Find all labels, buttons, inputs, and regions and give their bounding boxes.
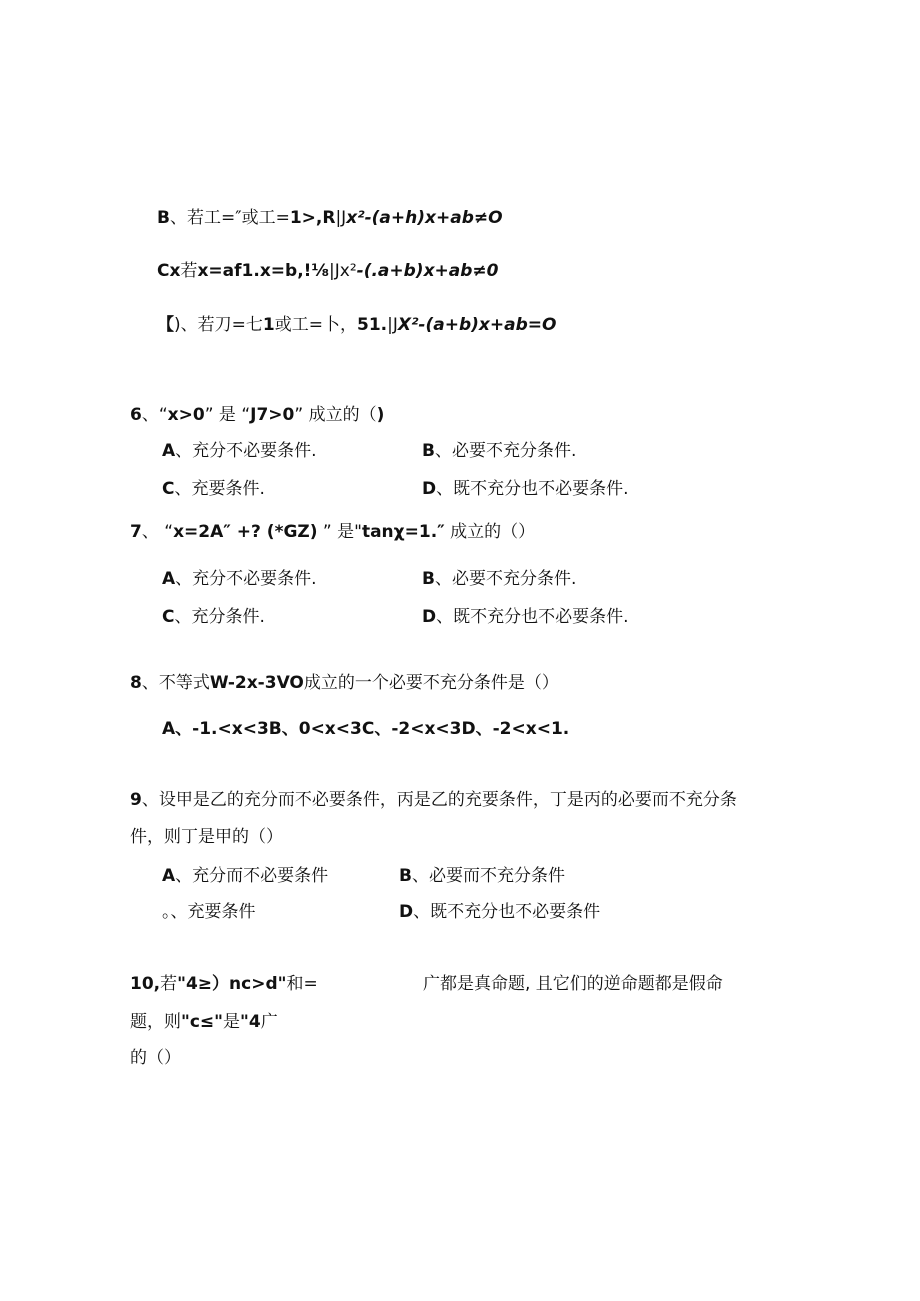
q8-answers: A、-1.<x<3B、0<x<3C、-2<x<3D、-2<x<1. — [162, 719, 570, 739]
q9-option-d-label: D — [399, 902, 414, 922]
question-9-line-1 — [130, 789, 737, 811]
option-c-bold: x=af1.x=b,!⅛ — [197, 261, 330, 281]
question-9-line-2: 件，则丁是甲的（） — [130, 827, 283, 847]
option-b-math: x²-(a+h)x+ab≠O — [346, 208, 503, 228]
question-10-line-1-left — [130, 973, 318, 995]
q6-option-c — [162, 478, 265, 500]
q6-bold-a: x>0 — [167, 405, 205, 425]
q6-bold-c: ) — [376, 405, 385, 425]
option-c-sep: |Jx² — [329, 261, 357, 281]
q6-option-a-label: A — [162, 441, 176, 461]
q9-option-d-text: 、既不充分也不必要条件 — [413, 902, 601, 922]
option-d-text: )、若刀=七 — [174, 315, 263, 335]
q7-option-d-label: D — [422, 607, 437, 627]
option-b-row — [157, 207, 503, 229]
option-d-row — [157, 314, 556, 336]
option-b-label: B — [157, 208, 170, 228]
q7-option-c-text: 、充分条件. — [174, 607, 265, 627]
q7-option-c — [162, 606, 265, 628]
q6-option-b-text: 、必要不充分条件. — [434, 441, 577, 461]
option-c-math: -(.a+b)x+ab≠0 — [356, 261, 499, 281]
q9-option-c-label: 。 — [162, 902, 171, 922]
q6-option-b-label: B — [422, 441, 435, 461]
q7-option-a — [162, 568, 317, 590]
q8-number: 8 — [130, 673, 142, 693]
option-d-bold2: 51. — [356, 315, 388, 335]
option-d-sep: |J — [387, 315, 398, 335]
q7-text-a: 、 “ — [141, 522, 174, 542]
question-10-line-2 — [130, 1011, 278, 1033]
q7-option-a-label: A — [162, 569, 176, 589]
question-10-line-1-right: 广都是真命题, 且它们的逆命题都是假命 — [423, 974, 723, 994]
option-d-text2: 或工=卜， — [274, 315, 357, 335]
q7-option-d — [422, 606, 629, 628]
q9-option-a-text: 、充分而不必要条件 — [175, 866, 329, 886]
q7-bold-a: x=2A″ +? (*GZ) — [173, 522, 318, 542]
q6-option-d-text: 、既不充分也不必要条件. — [436, 479, 629, 499]
q10-line-2-b: "c≤" — [181, 1012, 224, 1032]
option-d-math: X²-(a+b)x+ab=O — [397, 315, 557, 335]
option-b-bold: 1>,R — [289, 208, 336, 228]
q8-text-a: 、不等式 — [141, 673, 210, 693]
question-7 — [130, 521, 535, 543]
q8-bold-a: W-2x-3VO — [209, 673, 304, 693]
q7-number: 7 — [130, 522, 142, 542]
q6-option-c-label: C — [162, 479, 175, 499]
q6-text-b: ” 是 “ — [204, 405, 251, 425]
q8-text-b: 成立的一个必要不充分条件是（） — [303, 673, 559, 693]
q10-line-2-d: "4 — [240, 1012, 261, 1032]
q7-option-d-text: 、既不充分也不必要条件. — [436, 607, 629, 627]
q6-option-d-label: D — [422, 479, 437, 499]
q10-bold-a: "4≥）nc>d" — [177, 974, 287, 994]
q7-text-c: 成立的（） — [444, 522, 536, 542]
q6-text-c: ” 成立的（ — [294, 405, 377, 425]
q7-text-b: ” 是" — [317, 522, 362, 542]
q9-line-1-text: 、设甲是乙的充分而不必要条件，丙是乙的充要条件，丁是丙的必要而不充分条 — [141, 790, 737, 810]
q6-option-b — [422, 440, 576, 462]
q7-option-c-label: C — [162, 607, 175, 627]
q10-line-2-a: 题，则 — [130, 1012, 181, 1032]
option-c-label: Cx — [157, 261, 181, 281]
option-b-text: 、若工=″或工= — [169, 208, 290, 228]
q6-option-c-text: 、充要条件. — [174, 479, 265, 499]
q9-option-b — [399, 865, 565, 887]
option-c-row — [157, 260, 499, 282]
q9-option-c-text: 、充要条件 — [170, 902, 256, 922]
q9-option-b-label: B — [399, 866, 412, 886]
q10-text-b: 和= — [286, 974, 318, 994]
question-6 — [130, 404, 384, 426]
q9-number: 9 — [130, 790, 142, 810]
q6-option-a — [162, 440, 317, 462]
q9-option-a-label: A — [162, 866, 176, 886]
q9-option-d — [399, 901, 600, 923]
q7-option-b-label: B — [422, 569, 435, 589]
q7-option-a-text: 、充分不必要条件. — [175, 569, 317, 589]
option-d-bold: 1 — [262, 315, 275, 335]
q10-number: 10, — [130, 974, 161, 994]
option-d-label: 【 — [157, 315, 174, 335]
option-c-text: 若 — [180, 261, 198, 281]
q7-option-b-text: 、必要不充分条件. — [434, 569, 577, 589]
question-8 — [130, 672, 559, 694]
q7-bold-b: tanχ=1.″ — [361, 522, 445, 542]
q7-option-b — [422, 568, 576, 590]
q6-bold-b: J7>0 — [250, 405, 295, 425]
q10-text-a: 若 — [160, 974, 178, 994]
q9-option-c — [162, 901, 256, 923]
q9-option-b-text: 、必要而不充分条件 — [411, 866, 565, 886]
q6-text-a: 、“ — [141, 405, 168, 425]
question-10-line-3: 的（） — [130, 1048, 181, 1068]
q9-option-a — [162, 865, 328, 887]
q6-option-d — [422, 478, 629, 500]
q6-number: 6 — [130, 405, 142, 425]
q10-line-2-e: 广 — [260, 1012, 278, 1032]
q10-line-2-c: 是 — [223, 1012, 241, 1032]
option-b-sep: |J — [335, 208, 347, 228]
q6-option-a-text: 、充分不必要条件. — [175, 441, 317, 461]
